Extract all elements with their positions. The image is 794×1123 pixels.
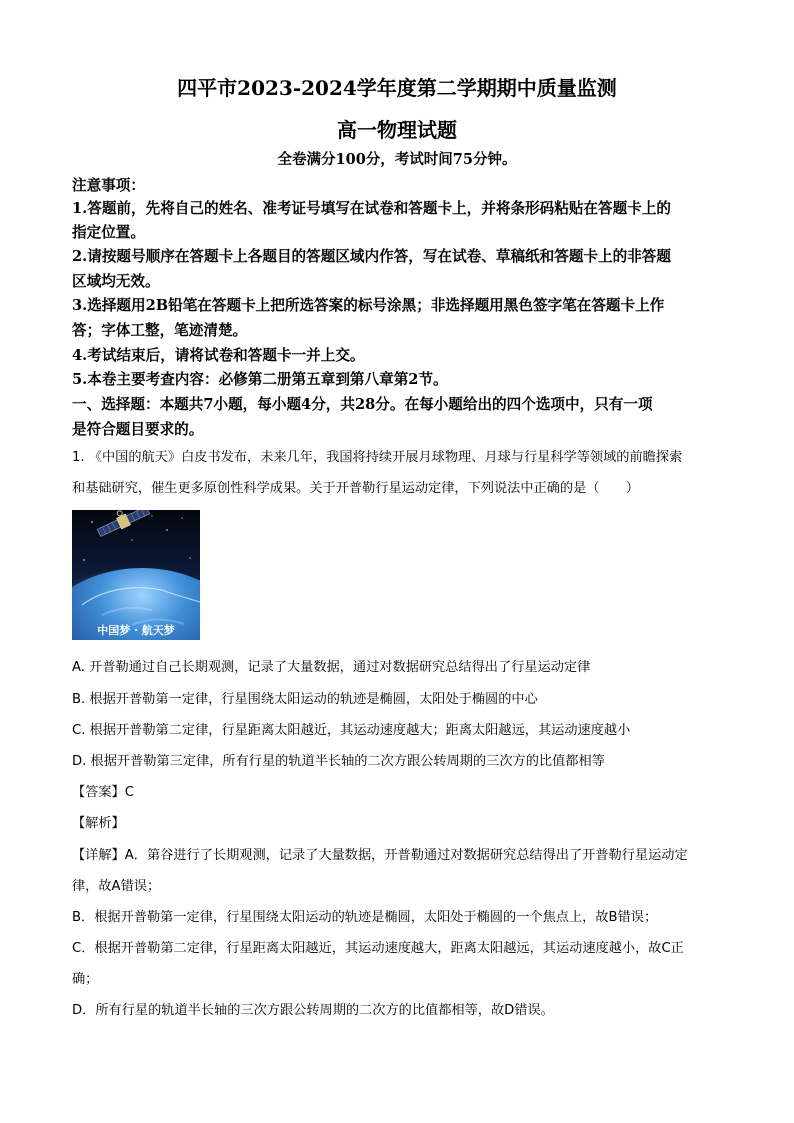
option-b: B. 根据开普勒第一定律，行星围绕太阳运动的轨迹是椭圆，太阳处于椭圆的中心 xyxy=(72,692,538,707)
note-line: 5.本卷主要考查内容：必修第二册第五章到第八章第2节。 xyxy=(72,371,448,388)
note-line: 3.选择题用2B铅笔在答题卡上把所选答案的标号涂黑；非选择题用黑色签字笔在答题卡上作 xyxy=(72,297,665,314)
detail-line xyxy=(72,844,688,863)
option-d: D. 根据开普勒第三定律，所有行星的轨道半长轴的二次方跟公转周期的三次方的比值都相等 xyxy=(72,754,605,769)
answer-value: C xyxy=(124,785,134,800)
space-image xyxy=(72,510,200,640)
note-line: 指定位置。 xyxy=(72,224,145,241)
answer-tag: 【答案】 xyxy=(72,785,125,800)
subject-title: 高一物理试题 xyxy=(337,118,457,142)
detail-line: 确； xyxy=(72,972,99,987)
note-line: 答；字体工整，笔迹清楚。 xyxy=(72,322,248,339)
note-line: 区域均无效。 xyxy=(72,273,160,290)
detail-tag: 【详解】 xyxy=(72,848,125,863)
detail-line: D．所有行星的轨道半长轴的三次方跟公转周期的二次方的比值都相等，故D错误。 xyxy=(72,1003,554,1018)
exam-title: 四平市2023-2024学年度第二学期期中质量监测 xyxy=(177,76,617,100)
detail-line: C．根据开普勒第二定律，行星距离太阳越近，其运动速度越大，距离太阳越远，其运动速度越小，故C正 xyxy=(72,941,684,956)
image-caption: 中国梦 · 航天梦 xyxy=(97,624,175,637)
answer-line xyxy=(72,781,134,800)
note-line: 1.答题前，先将自己的姓名、准考证号填写在试卷和答题卡上，并将条形码粘贴在答题卡上的 xyxy=(72,200,671,217)
note-line: 4.考试结束后，请将试卷和答题卡一并上交。 xyxy=(72,347,365,364)
notes-heading: 注意事项： xyxy=(72,177,145,194)
section-heading: 是符合题目要求的。 xyxy=(72,421,204,438)
option-a: A. 开普勒通过自己长期观测，记录了大量数据，通过对数据研究总结得出了行星运动定律 xyxy=(72,660,591,675)
question-stem: 和基础研究，催生更多原创性科学成果。关于开普勒行星运动定律，下列说法中正确的是（ ） xyxy=(72,481,640,496)
question-stem: 1. 《中国的航天》白皮书发布，未来几年，我国将持续开展月球物理、月球与行星科学等领域的前瞻探索 xyxy=(72,450,683,465)
detail-line: B．根据开普勒第一定律，行星围绕太阳运动的轨迹是椭圆，太阳处于椭圆的一个焦点上，故B错误； xyxy=(72,910,658,925)
analysis-tag: 【解析】 xyxy=(72,816,125,831)
section-heading: 一、选择题：本题共7小题，每小题4分，共28分。在每小题给出的四个选项中，只有一项 xyxy=(72,396,653,413)
note-line: 2.请按题号顺序在答题卡上各题目的答题区域内作答，写在试卷、草稿纸和答题卡上的非答题 xyxy=(72,248,671,265)
detail-line: 律，故A错误； xyxy=(72,879,161,894)
option-c: C. 根据开普勒第二定律，行星距离太阳越近，其运动速度越大；距离太阳越远，其运动速度越小 xyxy=(72,723,631,738)
scoring-note: 全卷满分100分，考试时间75分钟。 xyxy=(277,151,517,168)
detail-text: A．第谷进行了长期观测，记录了大量数据，开普勒通过对数据研究总结得出了开普勒行星运动定 xyxy=(124,848,688,863)
satellite-earth-illustration xyxy=(72,510,200,640)
